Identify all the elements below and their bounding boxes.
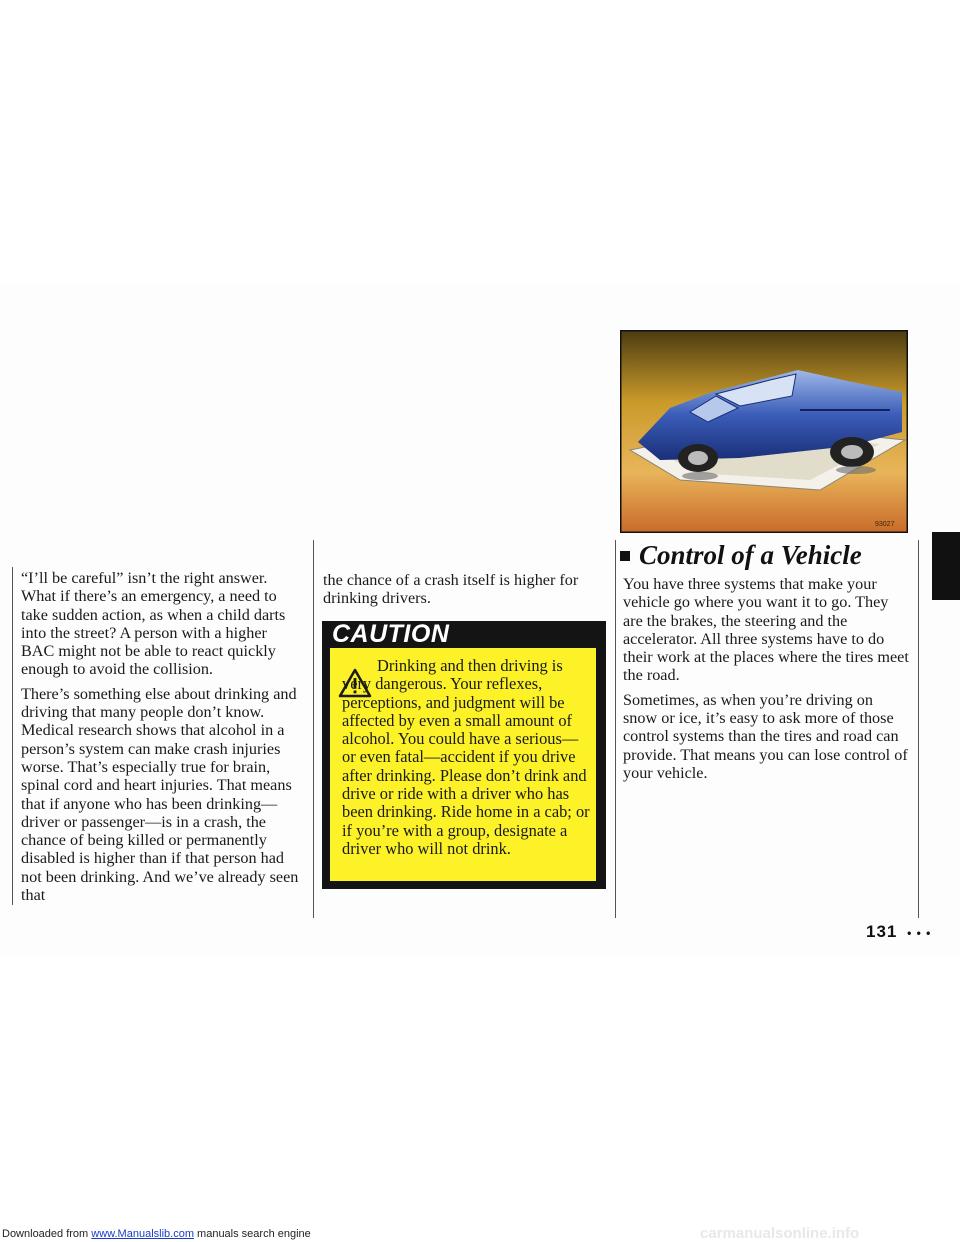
manualslib-link[interactable]: www.Manualslib.com xyxy=(91,1228,194,1240)
scan-margin-bottom xyxy=(0,957,960,1242)
column-rule-left xyxy=(12,567,13,905)
middle-column xyxy=(323,571,605,614)
footer-suffix: manuals search engine xyxy=(193,1228,311,1240)
paragraph-snow-ice: Sometimes, as when you’re driving on snow or ice, it’s easy to ask more of those control systems than the tires and road can provide. That means you can lose control of your vehicle. xyxy=(623,690,908,782)
section-tab-marker xyxy=(932,532,960,600)
caution-title: CAUTION xyxy=(332,620,450,648)
caution-text xyxy=(342,657,590,858)
left-column xyxy=(21,569,301,910)
column-rule-far-right xyxy=(918,540,919,918)
download-footer xyxy=(2,1228,311,1240)
scan-margin-top xyxy=(0,0,960,285)
column-rule-middle xyxy=(313,540,314,918)
paragraph-injuries: There’s something else about drinking and driving that many people don’t know. Medical research shows that alcohol in a person’s system can make crash injuries worse. That’s especially true for brain, spinal cord and heart injuries. That means that if anyone who has been drinking—driver or passenger—is in a crash, the chance of being killed or permanently disabled is higher than if that person had not been drinking. And we’ve already seen that xyxy=(21,684,299,905)
section-heading xyxy=(620,540,920,571)
footer-prefix: Downloaded from xyxy=(2,1228,92,1240)
paragraph-continuation: the chance of a crash itself is higher for drinking drivers. xyxy=(323,571,579,608)
paragraph-careful: “I’ll be careful” isn’t the right answer. What if there’s an emergency, a need to take sudden action, as when a child darts into the street? A person with a higher BAC might not be able to react quickly enough to avoid the collision. xyxy=(21,569,286,679)
caution-message: Drinking and then driving is very dangerous. Your reflexes, perceptions, and judgment will be affected by even a small amount of alcohol. You could have a serious—or even fatal—accident if you drive after drinking. Please don’t drink and drive or ride with a driver who has been drinking. Ride home in a cab; or if you’re with a group, designate a driver who will not drink. xyxy=(342,656,590,858)
page-dots: • • • xyxy=(907,926,932,940)
page-number xyxy=(866,922,931,942)
square-bullet-icon xyxy=(620,551,630,561)
right-column xyxy=(623,575,911,788)
car-on-road-illustration xyxy=(620,330,908,533)
paragraph-systems: You have three systems that make your vehicle go where you want it to go. They are the brakes, the steering and the accelerator. All three systems have to do their work at the places where the tires meet the road. xyxy=(623,575,909,685)
image-code: 93027 xyxy=(875,521,895,528)
section-title: Control of a Vehicle xyxy=(639,540,862,570)
page-number-value: 131 xyxy=(866,922,898,941)
column-rule-right xyxy=(615,540,616,918)
site-watermark: carmanualsonline.info xyxy=(700,1225,860,1242)
